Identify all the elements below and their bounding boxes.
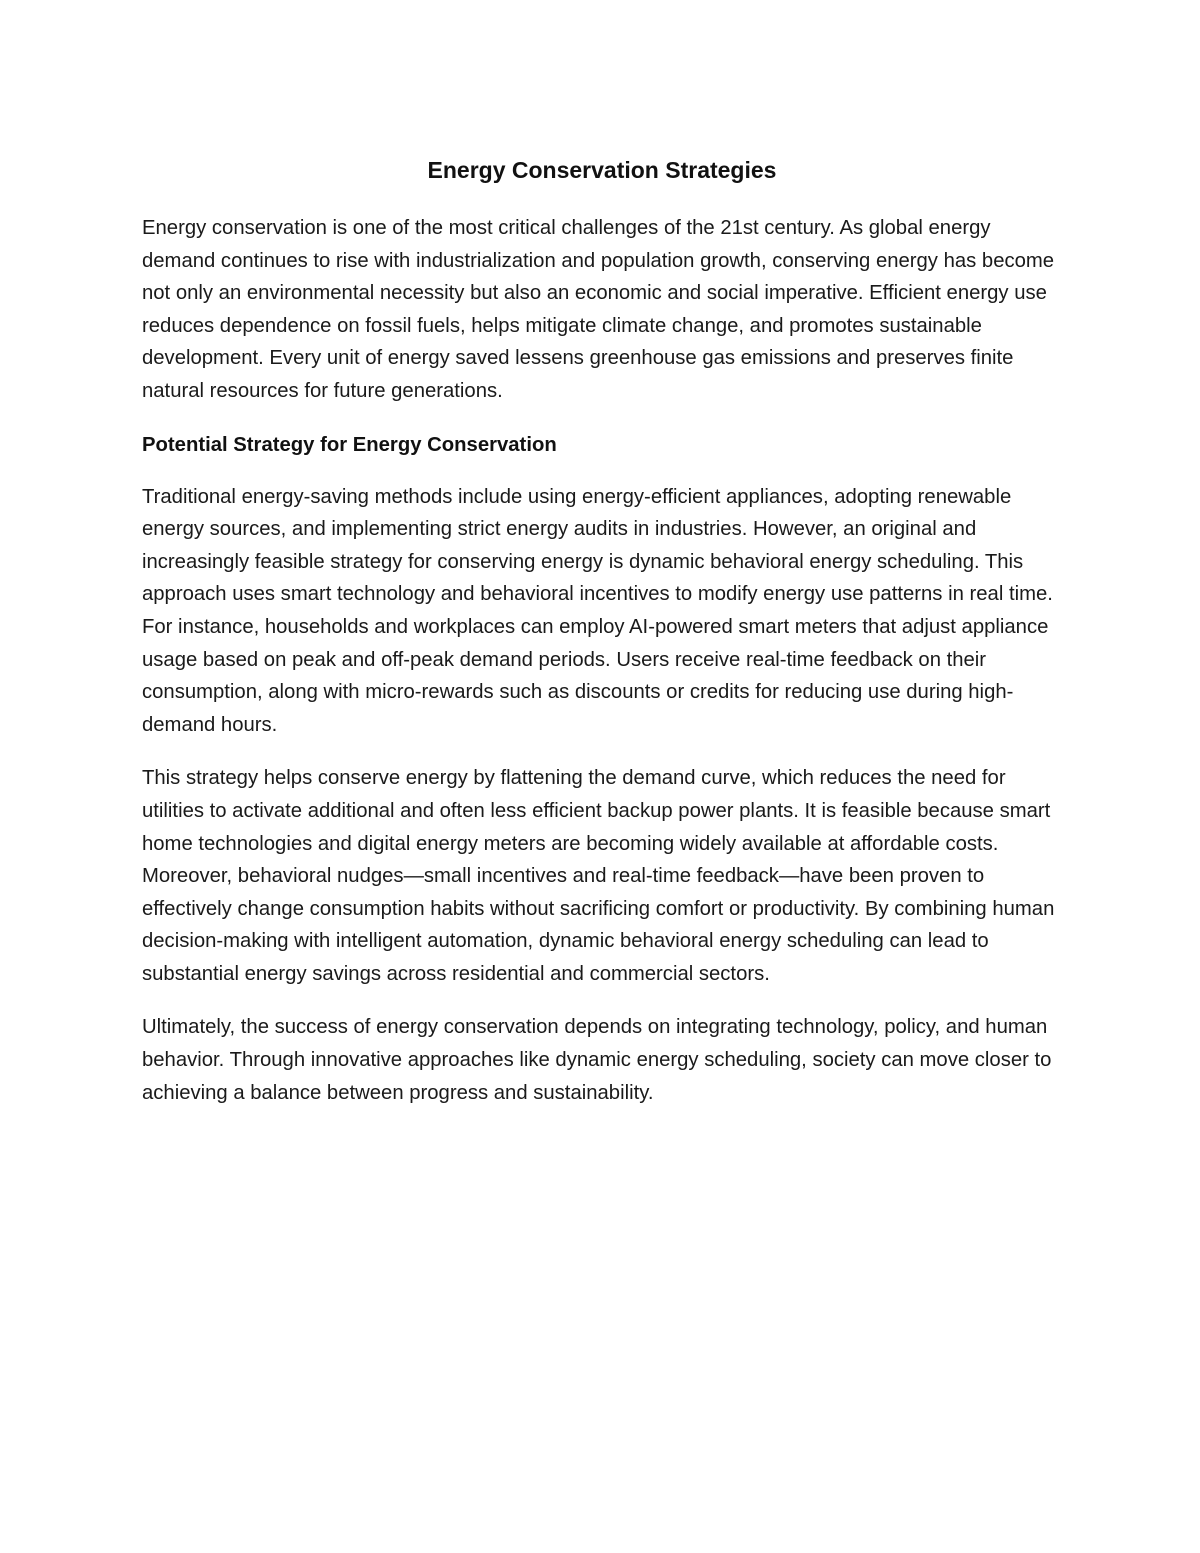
document-title: Energy Conservation Strategies xyxy=(427,157,777,183)
body-paragraph-3: Ultimately, the success of energy conservation depends on integrating technology, policy, and human behavior. Through innovative approaches like dynamic energy scheduling, society can move closer to achieving a balance between progress and sustainability. xyxy=(142,1016,1052,1104)
body-paragraph-2: This strategy helps conserve energy by flattening the demand curve, which reduces the need for utilities to activate additional and often less efficient backup power plants. It is feasible because smart home technologies and digital energy meters are becoming widely available at affordable costs. Moreover, behavioral nudges—small incentives and real-time feedback—have been proven to effectively change consumption habits without sacrificing comfort or productivity. By combining human decision-making with intelligent automation, dynamic behavioral energy scheduling can lead to substantial energy savings across residential and commercial sectors. xyxy=(142,767,1055,985)
intro-paragraph: Energy conservation is one of the most critical challenges of the 21st century. As global energy demand continues to rise with industrialization and population growth, conserving energy has become not only an environmental necessity but also an economic and social imperative. Efficient energy use reduces dependence on fossil fuels, helps mitigate climate change, and promotes sustainable development. Every unit of energy saved lessens greenhouse gas emissions and preserves finite natural resources for future generations. xyxy=(142,217,1055,402)
document-body xyxy=(142,150,1062,1130)
section-heading: Potential Strategy for Energy Conservation xyxy=(142,433,557,456)
body-paragraph-1: Traditional energy-saving methods include using energy-efficient appliances, adopting renewable energy sources, and implementing strict energy audits in industries. However, an original and increasingly feasible strategy for conserving energy is dynamic behavioral energy scheduling. This approach uses smart technology and behavioral incentives to modify energy use patterns in real time. For instance, households and workplaces can employ AI-powered smart meters that adjust appliance usage based on peak and off-peak demand periods. Users receive real-time feedback on their consumption, along with micro-rewards such as discounts or credits for reducing use during high-demand hours. xyxy=(142,485,1053,736)
